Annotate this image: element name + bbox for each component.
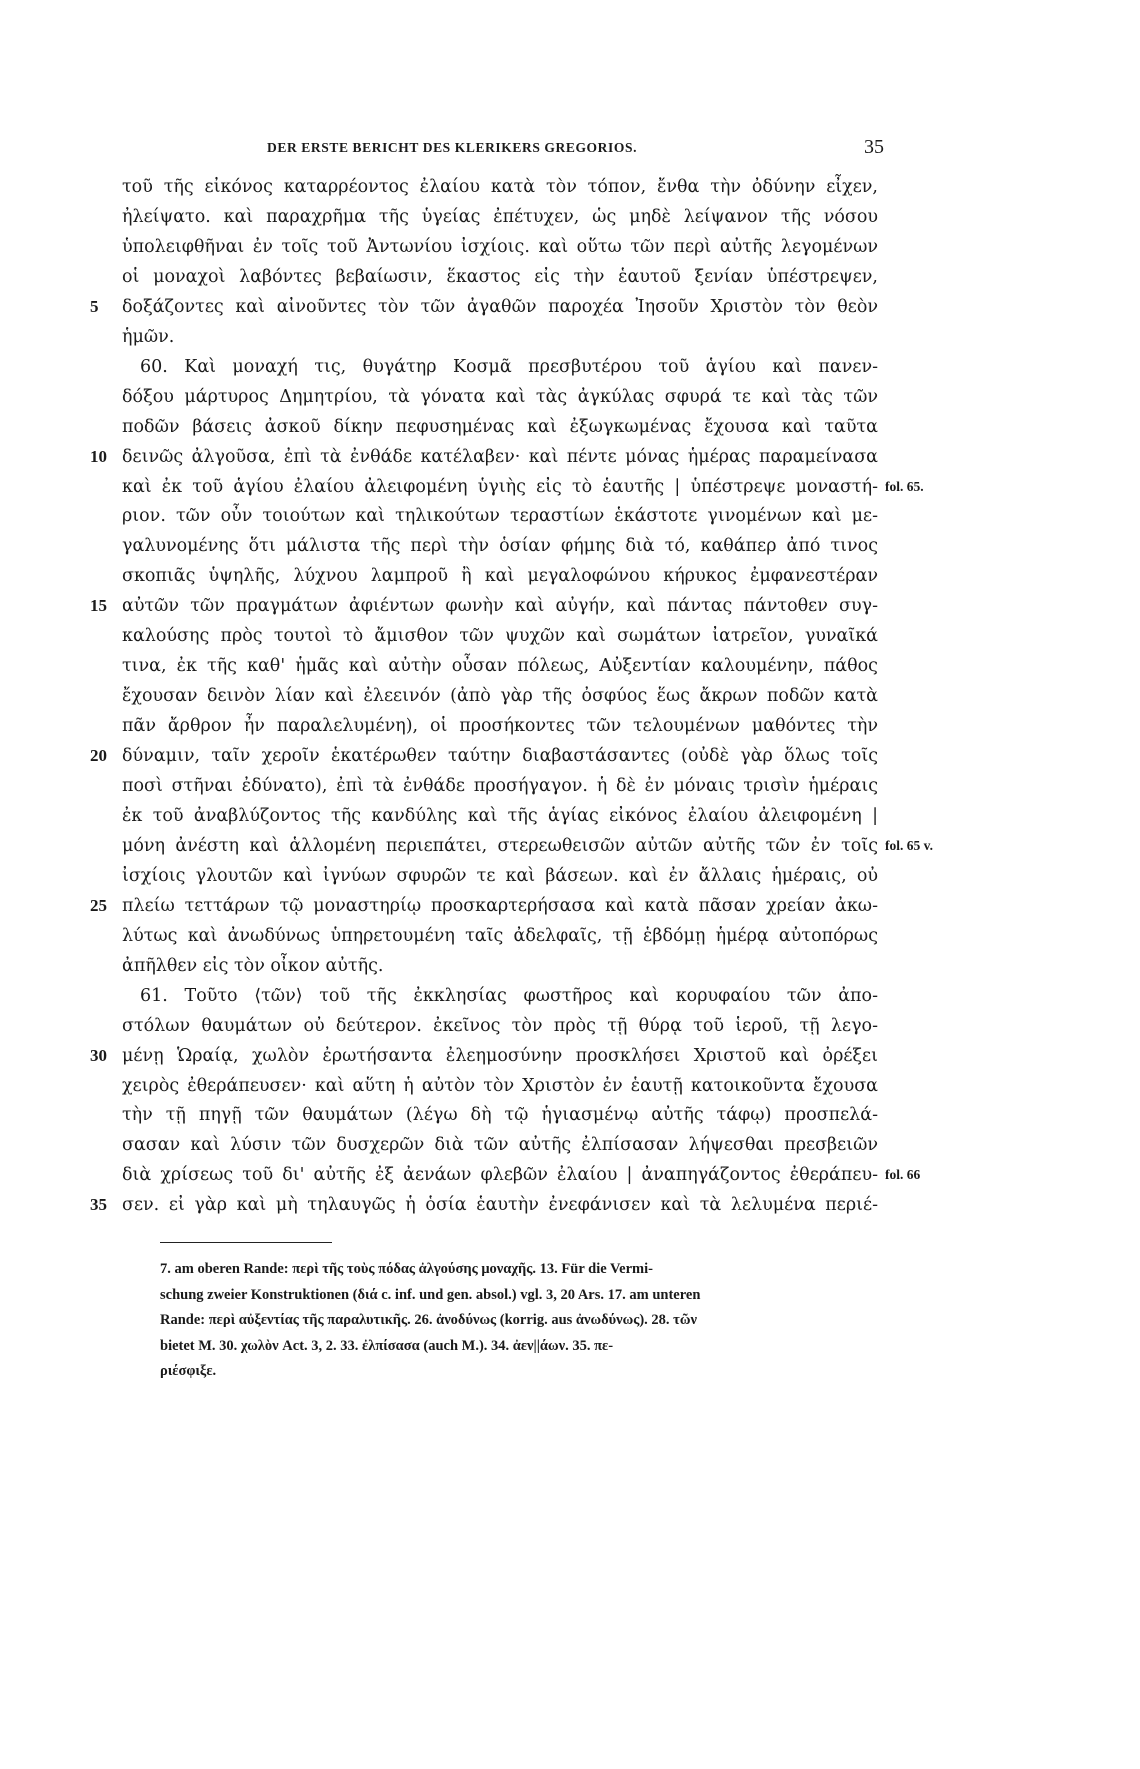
text-line: ποδῶν βάσεις ἀσκοῦ δίκην πεφυσημένας καὶ ἐξωγκωμένας ἔχουσα καὶ ταῦτα bbox=[122, 416, 878, 437]
text-line: διὰ χρίσεως τοῦ δι' αὐτῆς ἐξ ἀενάων φλεβῶν ἐλαίου | ἀναπηγάζοντος ἐθεράπευ- bbox=[122, 1165, 878, 1186]
text-line: μένῃ Ὡραίᾳ, χωλὸν ἐρωτήσαντα ἐλεημοσύνην προσκλήσει Χριστοῦ καὶ ὀρέξει bbox=[122, 1045, 878, 1066]
footnote-line: bietet M. 30. χωλὸν Act. 3, 2. 33. ἐλπίσασα (auch M.). 34. ἀεν||άων. 35. πε- bbox=[160, 1337, 614, 1354]
text-line: ἰσχίοις γλουτῶν καὶ ἰγνύων σφυρῶν τε καὶ βάσεων. καὶ ἐν ἄλλαις ἡμέραις, οὐ bbox=[122, 865, 878, 886]
text-line: ἔχουσαν δεινὸν λίαν καὶ ἐλεεινόν (ἀπὸ γὰρ τῆς ὀσφύος ἕως ἄκρων ποδῶν κατὰ bbox=[122, 686, 878, 707]
text-line: σκοπιᾶς ὑψηλῆς, λύχνου λαμπροῦ ἢ καὶ μεγαλοφώνου κήρυκος ἐμφανεστέραν bbox=[122, 566, 878, 587]
page-number: 35 bbox=[864, 136, 884, 158]
footnote-line: 7. am oberen Rande: περὶ τῆς τοὺς πόδας ἀλγούσης μοναχῆς. 13. Für die Vermi- bbox=[160, 1261, 653, 1277]
text-line: δύναμιν, ταῖν χεροῖν ἑκατέρωθεν ταύτην διαβαστάσαντες (οὐδὲ γὰρ ὅλως τοῖς bbox=[122, 746, 878, 767]
line-number: 10 bbox=[90, 446, 107, 466]
text-line: τινα, ἐκ τῆς καθ' ἡμᾶς καὶ αὐτὴν οὖσαν πόλεως, Αὐξεντίαν καλουμένην, πάθος bbox=[122, 656, 878, 677]
running-title: DER ERSTE BERICHT DES KLERIKERS GREGORIOS. bbox=[267, 140, 638, 155]
line-number: 35 bbox=[90, 1195, 107, 1215]
text-line: στόλων θαυμάτων οὐ δεύτερον. ἐκεῖνος τὸν πρὸς τῇ θύρᾳ τοῦ ἱεροῦ, τῇ λεγο- bbox=[122, 1015, 878, 1036]
text-line: ἠλείψατο. καὶ παραχρῆμα τῆς ὑγείας ἐπέτυχεν, ὡς μηδὲ λείψανον τῆς νόσου bbox=[122, 206, 878, 227]
footnote-line: ριέσφιξε. bbox=[160, 1363, 217, 1379]
line-number: 20 bbox=[90, 746, 107, 766]
text-line: δεινῶς ἀλγοῦσα, ἐπὶ τὰ ἐνθάδε κατέλαβεν· καὶ πέντε μόνας ἡμέρας παραμείνασα bbox=[122, 446, 878, 467]
text-line: οἱ μοναχοὶ λαβόντες βεβαίωσιν, ἕκαστος εἰς τὴν ἑαυτοῦ ξενίαν ὑπέστρεψεν, bbox=[122, 266, 878, 287]
line-number: 5 bbox=[90, 296, 99, 316]
text-line: τοῦ τῆς εἰκόνος καταρρέοντος ἐλαίου κατὰ τὸν τόπον, ἔνθα τὴν ὀδύνην εἶχεν, bbox=[122, 177, 878, 197]
text-line: λύτως καὶ ἀνωδύνως ὑπηρετουμένη ταῖς ἀδελφαῖς, τῇ ἑβδόμῃ ἡμέρᾳ αὐτοπόρως bbox=[122, 925, 878, 946]
text-line: ἡμῶν. bbox=[122, 326, 175, 347]
text-line: καὶ ἐκ τοῦ ἁγίου ἐλαίου ἀλειφομένη ὑγιὴς εἰς τὸ ἑαυτῆς | ὑπέστρεψε μοναστή- bbox=[122, 476, 878, 497]
footnote-line: schung zweier Konstruktionen (διά c. inf. und gen. absol.) vgl. 3, 20 Ars. 17. am unteren bbox=[160, 1286, 701, 1303]
text-line: καλούσης πρὸς τουτοὶ τὸ ἄμισθον τῶν ψυχῶν καὶ σωμάτων ἰατρεῖον, γυναῖκά bbox=[122, 626, 878, 647]
footnote-line: Rande: περὶ αὐξεντίας τῆς παραλυτικῆς. 26. ἀνοδύνως (korrig. aus ἀνωδύνως). 28. τῶν bbox=[160, 1312, 697, 1328]
folio-note: fol. 65. bbox=[885, 478, 924, 494]
text-line: πᾶν ἄρθρον ἦν παραλελυμένη), οἱ προσήκοντες τῶν τελουμένων μαθόντες τὴν bbox=[122, 716, 878, 737]
text-line: μόνη ἀνέστη καὶ ἁλλομένη περιεπάτει, στερεωθεισῶν αὐτῶν αὐτῆς τῶν ἐν τοῖς bbox=[122, 835, 878, 856]
text-line: τὴν τῇ πηγῇ τῶν θαυμάτων (λέγω δὴ τῷ ἡγιασμένῳ αὐτῆς τάφῳ) προσπελά- bbox=[122, 1105, 878, 1126]
text-line: δοξάζοντες καὶ αἰνοῦντες τὸν τῶν ἀγαθῶν παροχέα Ἰησοῦν Χριστὸν τὸν θεὸν bbox=[122, 296, 878, 317]
text-line: δόξου μάρτυρος Δημητρίου, τὰ γόνατα καὶ τὰς ἀγκύλας σφυρά τε καὶ τὰς τῶν bbox=[122, 386, 878, 407]
line-number: 25 bbox=[90, 895, 107, 915]
footnote-rule bbox=[160, 1242, 332, 1243]
text-line: γαλυνομένης ὅτι μάλιστα τῆς περὶ τὴν ὁσίαν φήμης διὰ τό, καθάπερ ἀπό τινος bbox=[122, 536, 878, 557]
text-line: σασαν καὶ λύσιν τῶν δυσχερῶν διὰ τῶν αὐτῆς ἐλπίσασαν λήψεσθαι πρεσβειῶν bbox=[122, 1135, 878, 1156]
text-line: αὐτῶν τῶν πραγμάτων ἀφιέντων φωνὴν καὶ αὐγήν, καὶ πάντας πάντοθεν συγ- bbox=[122, 596, 878, 617]
text-line: 60. Καὶ μοναχή τις, θυγάτηρ Κοσμᾶ πρεσβυτέρου τοῦ ἁγίου καὶ πανεν- bbox=[140, 356, 878, 377]
text-line: ποσὶ στῆναι ἐδύνατο), ἐπὶ τὰ ἐνθάδε προσήγαγον. ἡ δὲ ἐν μόναις τρισὶν ἡμέραις bbox=[122, 776, 878, 796]
line-number: 15 bbox=[90, 596, 107, 616]
text-line: ριον. τῶν οὖν τοιούτων καὶ τηλικούτων τεραστίων ἑκάστοτε γινομένων καὶ με- bbox=[122, 506, 878, 527]
text-line: ἀπῆλθεν εἰς τὸν οἶκον αὐτῆς. bbox=[122, 955, 384, 976]
text-line: ὑπολειφθῆναι ἐν τοῖς τοῦ Ἀντωνίου ἰσχίοις. καὶ οὕτω τῶν περὶ αὐτῆς λεγομένων bbox=[122, 236, 878, 257]
text-line: πλείω τεττάρων τῷ μοναστηρίῳ προσκαρτερήσασα καὶ κατὰ πᾶσαν χρείαν ἀκω- bbox=[122, 895, 878, 916]
text-line: 61. Τοῦτο ⟨τῶν⟩ τοῦ τῆς ἐκκλησίας φωστῆρος καὶ κορυφαίου τῶν ἀπο- bbox=[140, 985, 878, 1006]
text-line: χειρὸς ἐθεράπευσεν· καὶ αὕτη ἡ αὐτὸν τὸν Χριστὸν ἐν ἑαυτῇ κατοικοῦντα ἔχουσα bbox=[122, 1075, 878, 1096]
text-line: σεν. εἰ γὰρ καὶ μὴ τηλαυγῶς ἡ ὁσία ἑαυτὴν ἐνεφάνισεν καὶ τὰ λελυμένα περιέ- bbox=[122, 1195, 878, 1216]
text-line: ἐκ τοῦ ἀναβλύζοντος τῆς κανδύλης καὶ τῆς ἁγίας εἰκόνος ἐλαίου ἀλειφομένη | bbox=[122, 805, 878, 826]
folio-note: fol. 66 bbox=[885, 1167, 921, 1183]
line-number: 30 bbox=[90, 1045, 107, 1065]
folio-note: fol. 65 v. bbox=[885, 837, 934, 853]
